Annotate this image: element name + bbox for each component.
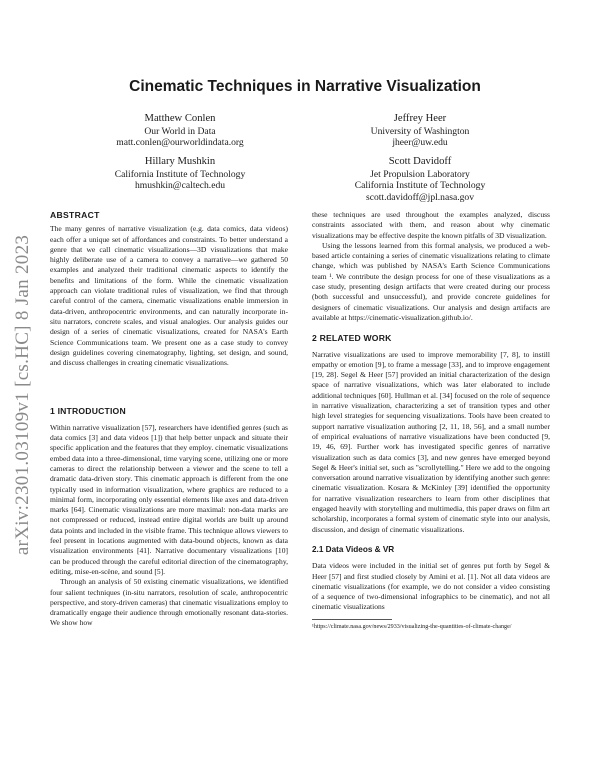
body-paragraph: Using the lessons learned from this formal analysis, we produced a web-based article containing a series of cinematic visualizations relating to climate change, which was published by NASA's Earth Science Communications team ¹. We contribute the design process for one of these visualizations as a case study, presenting design artifacts that were created during our process (both successful and unsuccessful), and provide concrete guidelines for designers of cinematic visualizations. Our analysis and design artifacts are available at https://cinematic-visualization.github.io/.: [312, 240, 550, 322]
author-block: [320, 156, 520, 203]
paper-title: Cinematic Techniques in Narrative Visualization: [129, 78, 481, 95]
arxiv-sidebar: [12, 200, 34, 590]
author-email[interactable]: scott.davidoff@jpl.nasa.gov: [365, 191, 475, 203]
author-affiliation: California Institute of Technology: [114, 168, 246, 180]
data-videos-paragraph: Data videos were included in the initial set of genres put forth by Segel & Heer [57] and first studied closely by Amini et al. [1]. Not all data videos are cinematic visualizations (for example, we do not consider a video consisting of a sequence of two-dimensional infographics to be cinematic), and not all cinematic visualizations: [312, 561, 550, 612]
related-work-heading: 2 RELATED WORK: [312, 333, 392, 344]
left-column: [50, 210, 288, 629]
abstract-heading: ABSTRACT: [50, 210, 100, 220]
author-email[interactable]: matt.conlen@ourworldindata.org: [116, 137, 244, 148]
data-videos-heading: 2.1 Data Videos & VR: [312, 544, 395, 554]
abstract-text: The many genres of narrative visualization (e.g. data comics, data videos) each offer a unique set of affordances and constraints. To better understand a genre that we call cinematic visualizations—3D visualizations that make highly deliberate use of a camera to convey a narrative—we gathered 50 examples and analyzed their traditional cinematic aspects to identify the benefits and limitations of the form. While the cinematic visualization approach can violate traditional rules of visualization, we find that through careful control of the camera, cinematic visualizations enable immersion in data-driven, anthropocentric environments, and can naturally incorporate in-situ narrators, concrete scales, and visual analogies. Our analysis guides our design of a series of cinematic visualizations, created for NASA's Earth Science Communications team. We present one as a case study to convey design guidelines covering cinematography, lighting, set design, and sound, and discuss challenges in creating cinematic visualizations.: [50, 224, 288, 368]
author-name: Matthew Conlen: [144, 113, 216, 124]
right-column: [312, 210, 550, 631]
author-block: [320, 113, 520, 149]
footnote-link[interactable]: ¹https://climate.nasa.gov/news/2933/visualizing-the-quantities-of-climate-change/: [312, 623, 512, 630]
related-work-paragraph: Narrative visualizations are used to improve memorability [7, 8], to instill empathy or emotion [9], to frame a message [33], and to improve engagement [19, 28]. Segel & Heer [57] provided an initial characterization of the design space of narrative visualizations, which was later elaborated to include additional techniques [60]. Hullman et al. [34] focused on the role of sequence in narrative visualization, characterizing a set of transition types and other high level strategies for sequencing visualizations. Tools have been created to support narrative visualization authoring [2, 11, 18, 56], and a small number of empirical evaluations of narrative visualizations have been conducted [9, 19, 46, 69]. Further work has investigated specific genres of narrative visualization such as data comics [3], and new genres have emerged beyond Segel & Heer's initial set, such as "scrollytelling." Here we add to the ongoing conversation around narrative visualization by identifying another such genre: cinematic visualization. Kosara & McKinley [39] identified the opportunity for narrative visualization researchers to learn from other disciplines that engaged heavily with storytelling and multimedia, this paper draws on film art scholarship, incorporates a formal system of cinematic style into our analysis, discussion, and design of cinematic visualizations.: [312, 349, 550, 534]
author-name: Jeffrey Heer: [393, 113, 447, 124]
intro-paragraph: Within narrative visualization [57], researchers have identified genres (such as data comics [3] and data videos [1]) that help better unpack and situate their specific application and the features that they employ. cinematic visualizations embed data into a three-dimensional, time varying scene, utilizing one or more cameras to direct the relationship between a viewer and the scene to tell a dramatic data-driven story. This cinematic approach is different from the one typically used in information visualization, where graphics are reduced to a minimal form, incorporating only essential elements like axes and data-driven marks [64]. Cinematic visualizations are more maximal: non-data marks are not compressed or reduced, instead entire digital worlds are built up around data points and included in the visible frame. This technique allows viewers to feel present in locations augmented with data-bound objects, known as data visualization environments [41]. Narrative documentary visualizations [10] can be produced through the careful editorial direction of the cinematography, editing, mise-en-scène, and sound [5].: [50, 422, 288, 576]
footnote-divider: [312, 619, 392, 620]
author-block: [80, 113, 280, 149]
author-email[interactable]: hmushkin@caltech.edu: [134, 180, 226, 191]
author-email[interactable]: jheer@uw.edu: [392, 137, 448, 148]
arxiv-identifier[interactable]: arXiv:2301.03109v1 [cs.HC] 8 Jan 2023: [12, 234, 33, 556]
author-name: Hillary Mushkin: [144, 156, 216, 167]
intro-paragraph: Through an analysis of 50 existing cinematic visualizations, we identified four salient techniques (in-situ narrators, resolution of scale, anthropocentric perspective, and story-driven cameras) that cinematic visualizations employ to dramatically engage their audience through emotionally resonant data-stories. We show how: [50, 577, 288, 628]
author-affiliation: Jet Propulsion Laboratory California Institute of Technology: [354, 168, 486, 191]
author-block: [80, 156, 280, 192]
author-name: Scott Davidoff: [388, 156, 452, 167]
author-affiliation: University of Washington: [370, 125, 470, 137]
author-affiliation: Our World in Data: [144, 125, 216, 137]
body-paragraph: these techniques are used throughout the examples analyzed, discuss constraints associated with them, and reason about why cinematic visualizations may be effective despite the known pitfalls of 3D visualization.: [312, 210, 550, 240]
introduction-heading: 1 INTRODUCTION: [50, 406, 126, 417]
